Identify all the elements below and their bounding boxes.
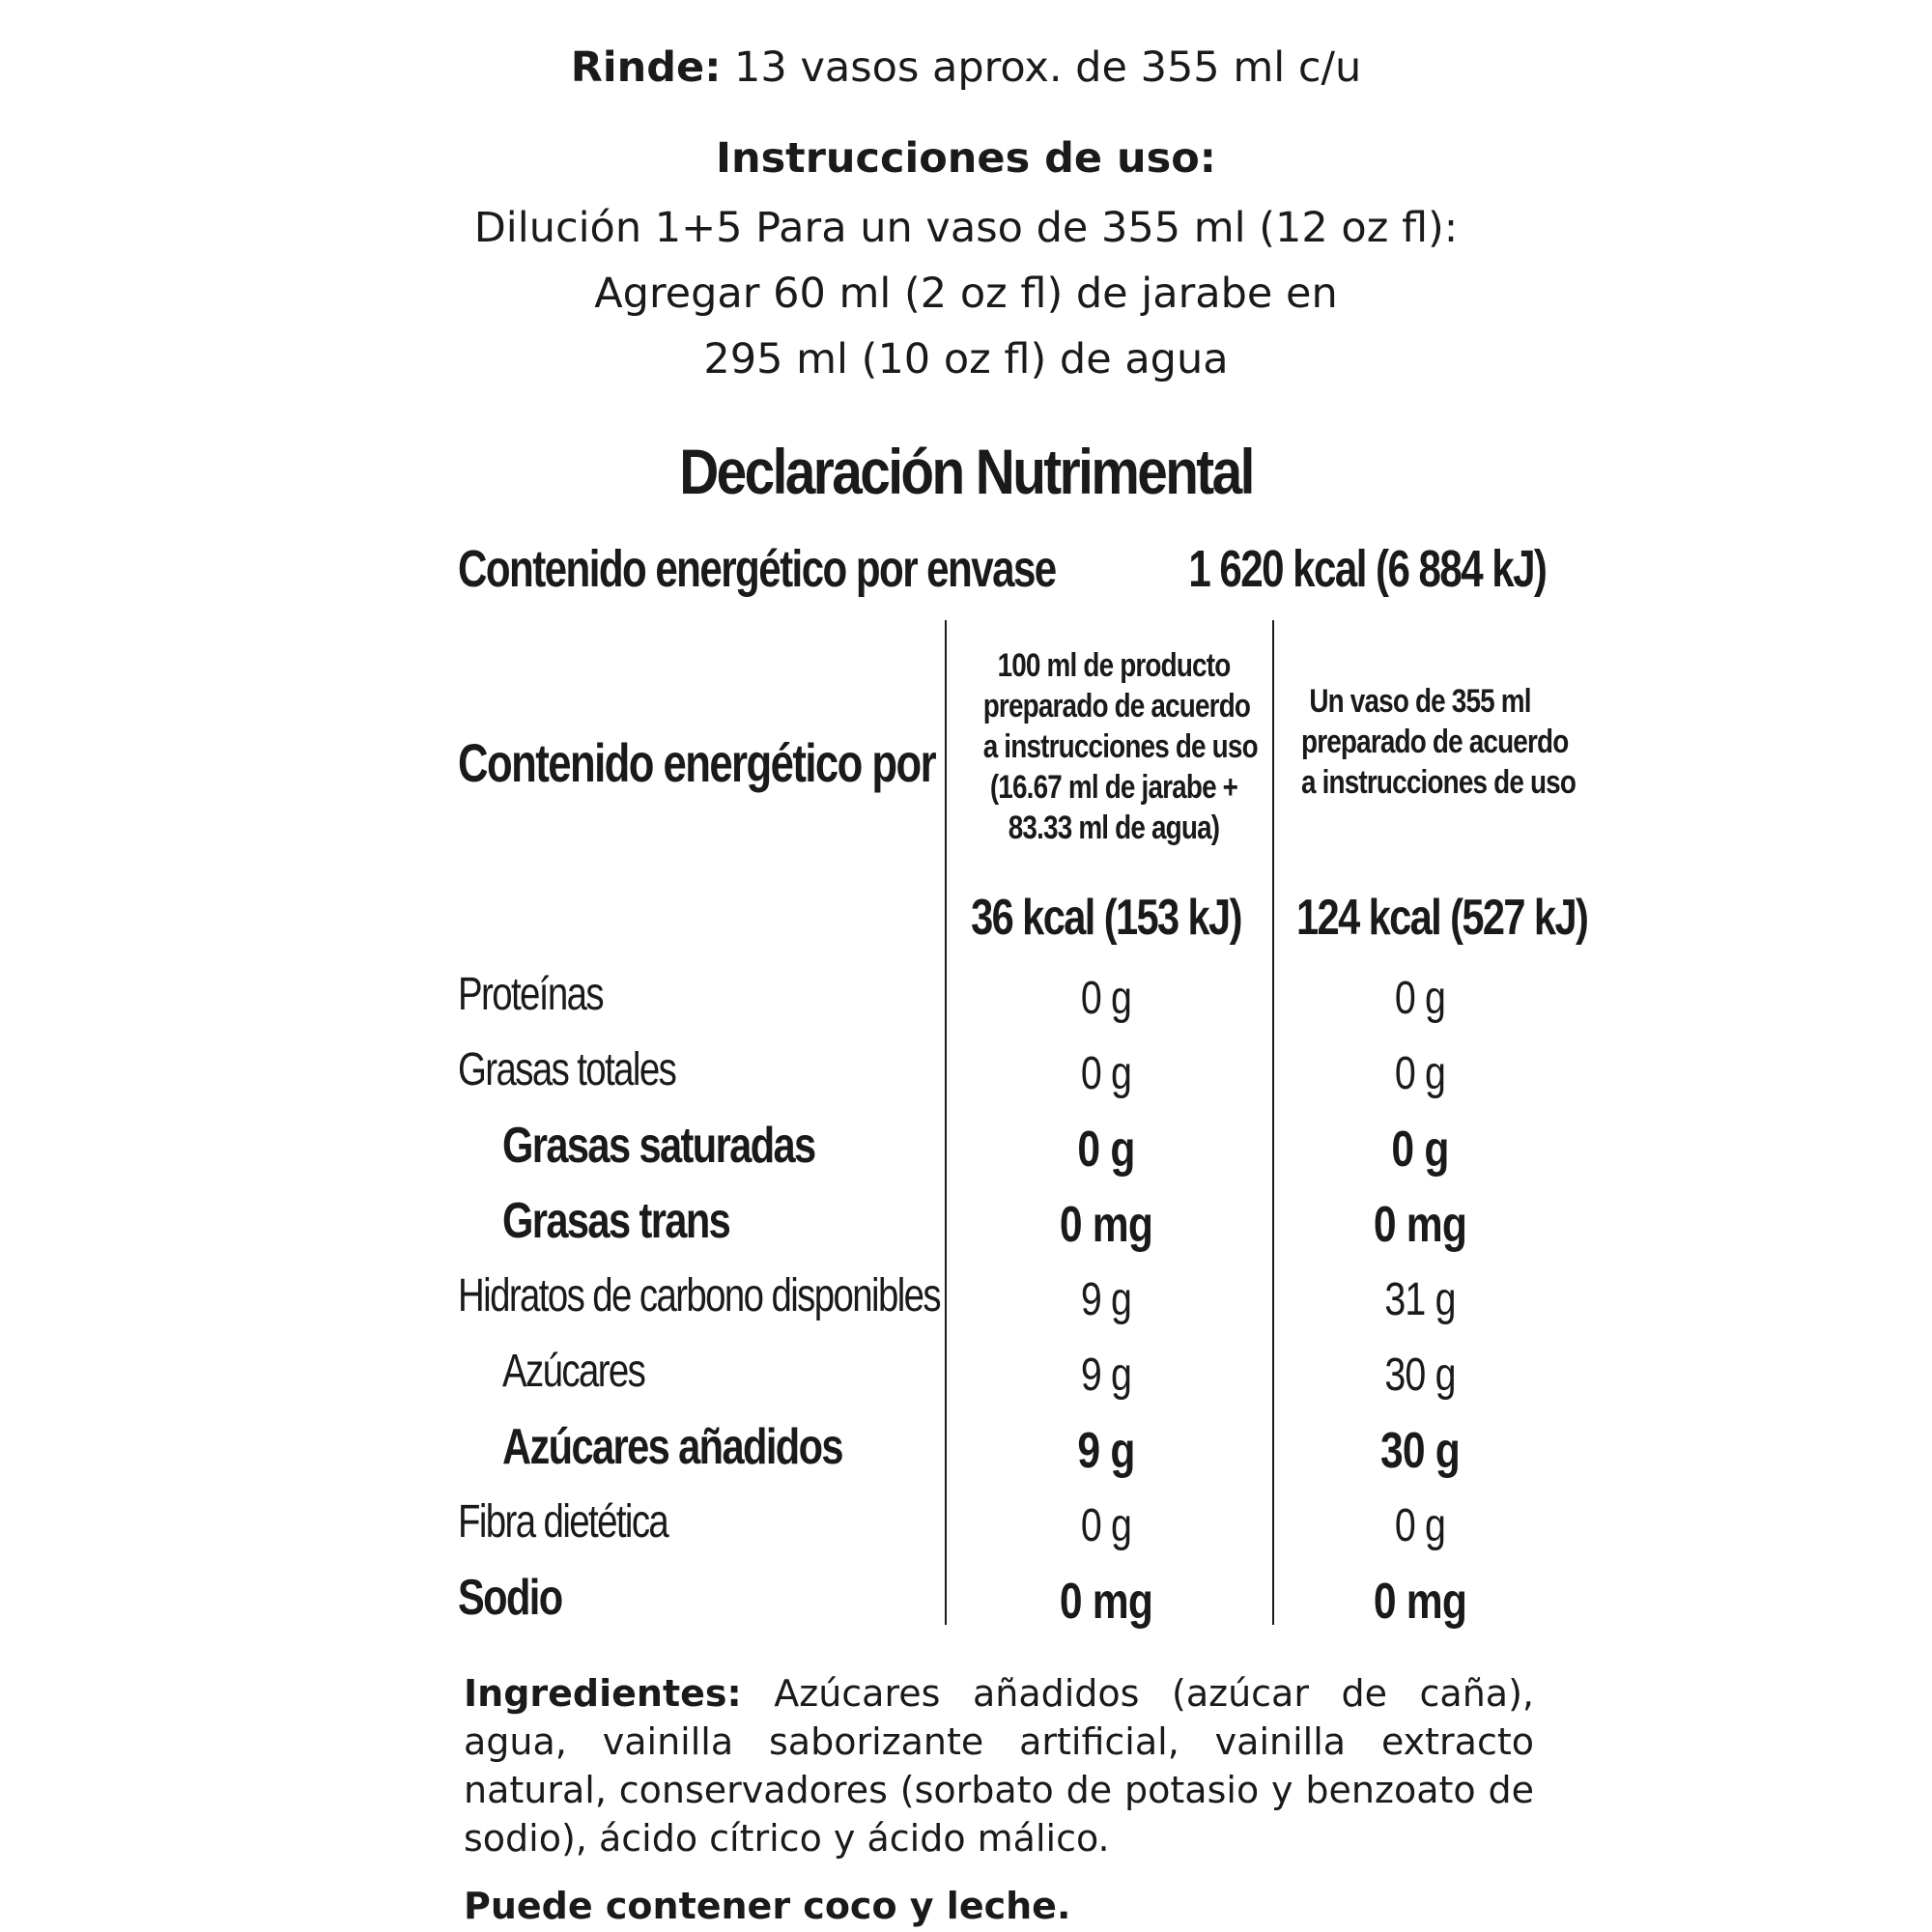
nutrient-value-per-100ml: 0 g xyxy=(1077,1122,1135,1178)
column-header-line: a instrucciones de uso xyxy=(1301,764,1577,801)
nutrient-value-per-100ml: 0 g xyxy=(1080,1048,1132,1099)
nutrient-label: Proteínas xyxy=(458,969,603,1020)
yield-text: 13 vasos aprox. de 355 ml c/u xyxy=(721,43,1362,92)
column-header-line: 100 ml de producto xyxy=(997,647,1231,684)
nutrition-title: Declaración Nutrimental xyxy=(679,436,1253,507)
nutrient-label: Grasas trans xyxy=(502,1193,730,1249)
column-header-line: (16.67 ml de jarabe + xyxy=(989,769,1238,806)
nutrient-value-per-serving: 0 g xyxy=(1394,1500,1446,1551)
column-header-per-serving xyxy=(1275,681,1577,803)
ingredients-text xyxy=(464,1669,1534,1862)
nutrient-label: Grasas saturadas xyxy=(502,1118,815,1174)
ingredients-label: Ingredientes: xyxy=(464,1672,742,1715)
energy-per-label: Contenido energético por xyxy=(458,732,936,793)
instructions-line: Agregar 60 ml (2 oz fl) de jarabe en xyxy=(594,270,1338,318)
nutrient-value-per-100ml: 9 g xyxy=(1077,1423,1135,1479)
nutrient-label: Azúcares añadidos xyxy=(502,1419,842,1475)
nutrient-label: Fibra dietética xyxy=(458,1496,668,1548)
nutrient-value-per-serving: 0 mg xyxy=(1373,1197,1467,1253)
nutrient-value-per-serving: 0 mg xyxy=(1373,1574,1467,1630)
column-header-line: a instrucciones de uso xyxy=(982,728,1258,765)
nutrient-value-per-100ml: 0 g xyxy=(1080,1500,1132,1551)
energy-per-package-value: 1 620 kcal (6 884 kJ) xyxy=(1187,540,1546,598)
nutrient-value-per-serving: 30 g xyxy=(1384,1350,1456,1401)
nutrient-label: Hidratos de carbono disponibles xyxy=(458,1270,941,1321)
column-header-line: preparado de acuerdo xyxy=(1301,724,1569,760)
nutrient-value-per-100ml: 0 g xyxy=(1080,973,1132,1024)
nutrient-value-per-100ml: 9 g xyxy=(1080,1350,1132,1401)
allergen-warning: Puede contener coco y leche. xyxy=(464,1885,1071,1927)
nutrient-label: Azúcares xyxy=(502,1346,645,1397)
energy-per-serving: 124 kcal (527 kJ) xyxy=(1296,890,1588,946)
column-header-line: Un vaso de 355 ml xyxy=(1309,683,1531,720)
yield-label: Rinde: xyxy=(570,43,722,92)
energy-per-package-label: Contenido energético por envase xyxy=(458,540,1056,598)
instructions-line: Dilución 1+5 Para un vaso de 355 ml (12 oz fl): xyxy=(473,204,1459,252)
column-header-line: preparado de acuerdo xyxy=(982,688,1251,724)
nutrient-value-per-100ml: 9 g xyxy=(1080,1274,1132,1325)
nutrient-label: Grasas totales xyxy=(458,1044,676,1095)
column-divider xyxy=(945,620,947,1625)
ingredients-list: Azúcares añadidos (azúcar de caña), agua, vainilla saborizante artificial, vainilla extracto natural, conservadores (sorbato de potasio y benzoato de sodio), ácido cítrico y ácido málico. xyxy=(464,1672,1534,1860)
instructions-title: Instrucciones de uso: xyxy=(715,134,1217,183)
nutrient-value-per-serving: 0 g xyxy=(1391,1122,1449,1178)
nutrient-value-per-100ml: 0 mg xyxy=(1059,1574,1153,1630)
nutrient-value-per-serving: 31 g xyxy=(1384,1274,1456,1325)
instructions-line: 295 ml (10 oz fl) de agua xyxy=(703,335,1229,384)
nutrient-value-per-serving: 0 g xyxy=(1394,1048,1446,1099)
nutrient-value-per-serving: 30 g xyxy=(1379,1423,1461,1479)
column-header-per-100ml xyxy=(954,645,1273,848)
yield-line xyxy=(0,43,1932,93)
column-header-line: 83.33 ml de agua) xyxy=(1008,810,1220,846)
energy-per-100ml: 36 kcal (153 kJ) xyxy=(971,890,1241,946)
nutrient-label: Sodio xyxy=(458,1570,562,1626)
nutrient-value-per-100ml: 0 mg xyxy=(1059,1197,1153,1253)
nutrient-value-per-serving: 0 g xyxy=(1394,973,1446,1024)
